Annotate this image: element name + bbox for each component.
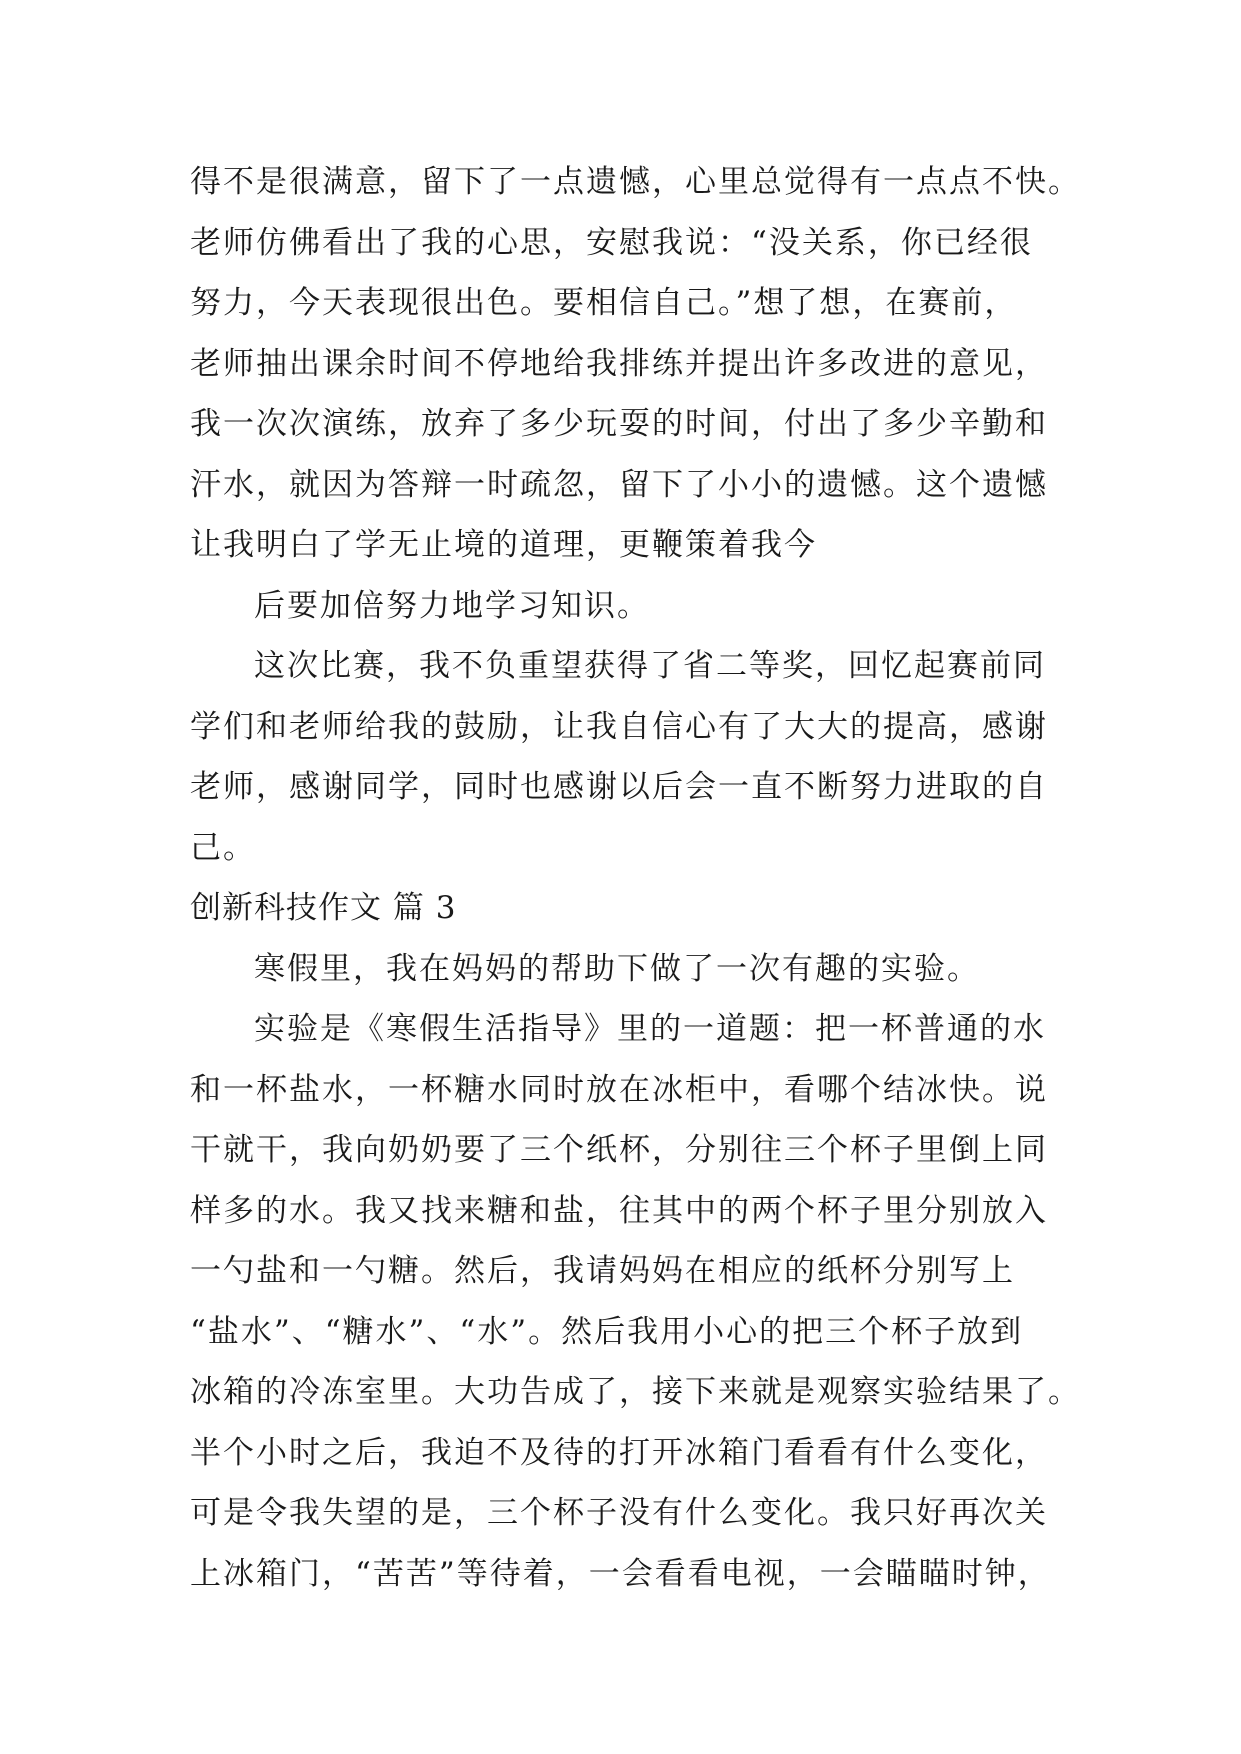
text-line: 半个小时之后，我迫不及待的打开冰箱门看看有什么变化， — [190, 1434, 1048, 1471]
text-line: “盐水”、“糖水”、“水”。然后我用小心的把三个杯子放到 — [190, 1313, 1024, 1350]
text-line: 努力，今天表现很出色。要相信自己。”想了想，在赛前， — [190, 285, 1018, 321]
text-line: 己。 — [190, 829, 256, 866]
text-line: 后要加倍努力地学习知识。 — [254, 587, 650, 624]
text-line: 可是令我失望的是，三个杯子没有什么变化。我只好再次关 — [190, 1495, 1048, 1531]
text-line: 学们和老师给我的鼓励，让我自信心有了大大的提高，感谢 — [190, 708, 1048, 745]
text-line: 冰箱的冷冻室里。大功告成了，接下来就是观察实验结果了。 — [190, 1374, 1081, 1410]
text-line: 得不是很满意，留下了一点遗憾，心里总觉得有一点点不快。 — [190, 164, 1081, 200]
text-line: 这次比赛，我不负重望获得了省二等奖，回忆起赛前同 — [254, 648, 1046, 684]
document-body — [190, 152, 1081, 1604]
text-line: 一勺盐和一勺糖。然后，我请妈妈在相应的纸杯分别写上 — [190, 1253, 1015, 1289]
text-line: 老师，感谢同学，同时也感谢以后会一直不断努力进取的自 — [190, 769, 1048, 805]
text-line: 干就干，我向奶奶要了三个纸杯，分别往三个杯子里倒上同 — [190, 1132, 1048, 1168]
text-line: 老师仿佛看出了我的心思，安慰我说：“没关系，你已经很 — [190, 224, 1033, 261]
text-line: 老师抽出课余时间不停地给我排练并提出许多改进的意见， — [190, 345, 1048, 382]
text-line: 上冰箱门，“苦苦”等待着，一会看看电视，一会瞄瞄时钟， — [190, 1555, 1051, 1592]
text-line: 我一次次演练，放弃了多少玩耍的时间，付出了多少辛勤和 — [190, 406, 1048, 442]
text-line: 汗水，就因为答辩一时疏忽，留下了小小的遗憾。这个遗憾 — [190, 466, 1048, 503]
text-line: 让我明白了学无止境的道理，更鞭策着我今 — [190, 527, 817, 563]
text-line: 寒假里，我在妈妈的帮助下做了一次有趣的实验。 — [254, 950, 980, 987]
text-line: 和一杯盐水，一杯糖水同时放在冰柜中，看哪个结冰快。说 — [190, 1071, 1048, 1108]
section-heading: 创新科技作文 篇 3 — [190, 890, 457, 926]
text-line: 实验是《寒假生活指导》里的一道题：把一杯普通的水 — [254, 1011, 1046, 1047]
text-line: 样多的水。我又找来糖和盐，往其中的两个杯子里分别放入 — [190, 1192, 1048, 1229]
